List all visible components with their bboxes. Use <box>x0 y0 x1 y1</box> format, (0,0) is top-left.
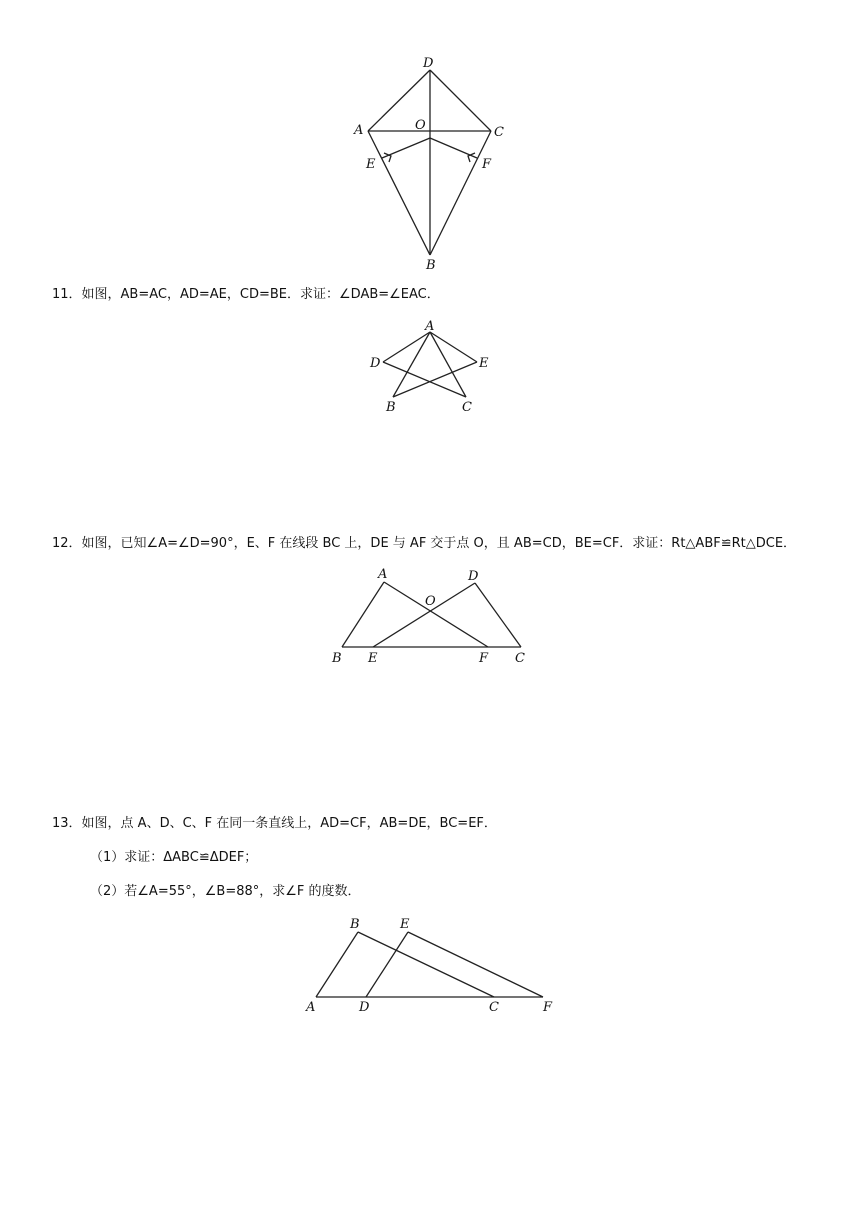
label-E: E <box>400 917 410 932</box>
figure-shifted-triangles-svg <box>300 910 565 1015</box>
segment-AE <box>430 332 477 362</box>
label-F: F <box>543 1000 553 1015</box>
figure-crossing-triangles <box>325 560 535 665</box>
question-13-part-2: （2）若∠A=55°，∠B=88°，求∠F 的度数． <box>90 884 361 899</box>
label-A: A <box>354 123 364 138</box>
label-D: D <box>468 569 479 584</box>
question-13: 13．如图，点 A、D、C、F 在同一条直线上，AD=CF，AB=DE，BC=EF． <box>52 816 497 831</box>
question-13-part-1: （1）求证：ΔABC≌ΔDEF； <box>90 850 258 865</box>
label-C: C <box>515 651 525 666</box>
segment-CB <box>430 131 491 255</box>
label-O: O <box>425 594 436 609</box>
label-E: E <box>368 651 378 666</box>
segment-AB <box>368 131 430 255</box>
label-D: D <box>359 1000 370 1015</box>
label-B: B <box>332 651 342 666</box>
segment-EF <box>408 932 543 997</box>
label-A: A <box>378 567 388 582</box>
label-O: O <box>415 118 426 133</box>
label-B: B <box>350 917 360 932</box>
segment-AF <box>384 582 488 647</box>
label-A: A <box>425 319 435 334</box>
label-F: F <box>482 157 492 172</box>
figure-kite-svg <box>350 50 520 275</box>
label-C: C <box>489 1000 499 1015</box>
label-D: D <box>370 356 381 371</box>
segment-AB <box>393 332 430 397</box>
figure-shifted-triangles <box>300 910 565 1015</box>
question-11: 11．如图，AB=AC，AD=AE，CD=BE．求证：∠DAB=∠EAC． <box>52 287 440 302</box>
segment-DE <box>366 932 408 997</box>
label-D: D <box>423 56 434 71</box>
segment-EB <box>393 362 477 397</box>
label-F: F <box>479 651 489 666</box>
label-B: B <box>386 400 396 415</box>
question-12: 12．如图，已知∠A=∠D=90°，E、F 在线段 BC 上，DE 与 AF 交于点 O，且 AB=CD，BE=CF．求证：Rt△ABF≌Rt△DCE． <box>52 536 797 551</box>
figure-star-svg <box>360 315 500 415</box>
figure-star <box>360 315 500 415</box>
figure-kite <box>350 50 520 275</box>
label-E: E <box>366 157 376 172</box>
label-C: C <box>462 400 472 415</box>
segment-DC <box>475 583 521 647</box>
figure-crossing-triangles-svg <box>325 560 535 665</box>
segment-AB <box>316 932 358 997</box>
label-C: C <box>494 125 504 140</box>
segment-AC <box>430 332 466 397</box>
segment-AB <box>342 582 384 647</box>
label-A: A <box>306 1000 316 1015</box>
segment-BC <box>358 932 494 997</box>
label-E: E <box>479 356 489 371</box>
segment-DC <box>430 70 491 131</box>
segment-DE <box>373 583 475 647</box>
segment-AD <box>383 332 430 362</box>
label-B: B <box>426 258 436 273</box>
